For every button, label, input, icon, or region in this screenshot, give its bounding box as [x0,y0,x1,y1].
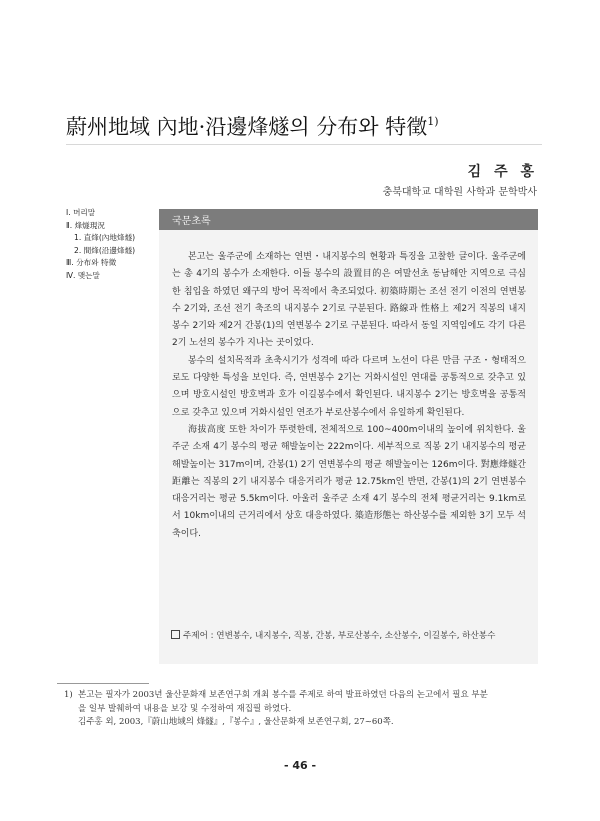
keyword: 간봉 [315,631,333,641]
title-divider [66,144,542,145]
toc-item[interactable]: Ⅱ. 烽燧現況 [66,220,105,230]
keyword-separator: , [288,631,294,641]
keyword: 이길봉수 [423,631,457,641]
keyword-separator: , [418,631,424,641]
keywords-list [216,631,495,641]
checkbox-icon [171,630,180,639]
footnote [64,689,540,730]
abstract-paragraph: 海拔高度 또한 차이가 뚜렷한데, 전체적으로 100~400m이내의 높이에 위치한다. 울주군 소재 4기 봉수의 평균 해발높이는 222m이다. 세부적으로 직봉 2기 내지봉수의 평균 해발높이는 317m이며, 간봉(1) 2기 연변봉수의 평균 해발높이는 126m이다. 對應烽燧간 距離는 직봉의 2기 내지봉수 대응거리가 평균 12.75km인 반면, 간봉(1)의 2기 연변봉수 대응거리는 평균 5.5km이다. 아울러 울주군 소재 4기 봉수의 전체 평균거리는 9.1km로서 10km이내의 근거리에서 상호 대응하였다. 築造形態는 하산봉수를 제외한 3기 모두 석축이다. [172,424,526,539]
keyword-separator: , [332,631,338,641]
toc-subitem[interactable]: 2. 間烽(沿邊烽燧) [74,245,136,255]
toc-subitem[interactable]: 1. 直烽(內地烽燧) [74,233,136,242]
abstract-paragraph: 본고는 울주군에 소재하는 연변・내지봉수의 현황과 특징을 고찰한 글이다. 울주군에는 총 4기의 봉수가 소재한다. 이들 봉수의 設置目的은 여말선초 동남해안 지역으로 극심한 침입을 하였던 왜구의 방어 목적에서 축조되었다. 初築時期는 조선 전기 이전의 연변봉수 2기와, 조선 전기 축조의 내지봉수 2기로 구분된다. 路線과 性格上 제2거 직봉의 내지봉수 2기와 제2거 간봉(1)의 연변봉수 2기로 구분된다. 따라서 동일 지역임에도 각기 다른 2기 노선의 봉수가 지나는 곳이었다. [172,252,526,349]
footnote-number: 1) [64,690,73,700]
toc-item[interactable]: Ⅳ. 맺는말 [66,270,100,280]
keyword: 직봉 [293,631,311,641]
keyword: 하산봉수 [462,631,496,641]
page-number: - 46 - [283,759,317,772]
keywords-label: 주제어 : [183,631,214,641]
abstract-heading: 국문초록 [172,216,211,227]
footnote-line: 김주홍 외, 2003,『蔚山地域의 烽燧』,『봉수』, 울산문화재 보존연구회, 27~60쪽. [78,717,394,728]
abstract-header [159,209,538,230]
keyword-separator: , [379,631,385,641]
abstract-paragraph: 봉수의 설치목적과 초축시기가 성격에 따라 다르며 노선이 다른 만큼 구조・형태적으로도 다양한 특성을 보인다. 즉, 연변봉수 2기는 거화시설인 연대를 공통적으로 갖추고 있으며 방호시설인 방호벽과 호가 이길봉수에서 확인된다. 내지봉수 2기는 방호벽을 공통적으로 갖추고 있으며 거화시설인 연조가 부로산봉수에서 유일하게 확인된다. [172,355,526,418]
keywords-line [171,629,533,641]
keyword: 소산봉수 [384,631,419,641]
abstract-body [172,249,526,543]
footnote-line: 본고는 필자가 2003년 울산문화재 보존연구회 개최 봉수를 주제로 하여 발표하였던 다음의 논고에서 필요 부분 [78,690,488,700]
keyword: 내지봉수 [254,631,289,641]
keyword-separator: , [456,631,463,641]
abstract-box [159,209,538,664]
keyword: 연변봉수 [216,631,250,641]
toc-item[interactable]: Ⅲ. 分布와 特徵 [66,258,117,267]
table-of-contents [66,207,158,282]
toc-item[interactable]: Ⅰ. 머리말 [66,208,96,217]
article-title-text: 蔚州地域 內地·沿邊烽燧의 分布와 特徵 [66,115,428,139]
keyword-separator: , [310,631,316,641]
author-name: 김 주 홍 [467,164,538,180]
footnote-divider [57,683,149,684]
keyword-separator: , [249,631,255,641]
article-title [66,107,546,142]
author-affiliation: 충북대학교 대학원 사학과 문학박사 [382,187,537,198]
title-footnote-marker[interactable]: 1) [427,115,439,128]
footnote-line: 을 일부 발췌하여 내용을 보강 및 수정하여 재집필 하였다. [78,703,292,714]
keyword: 부로산봉수 [337,631,380,641]
